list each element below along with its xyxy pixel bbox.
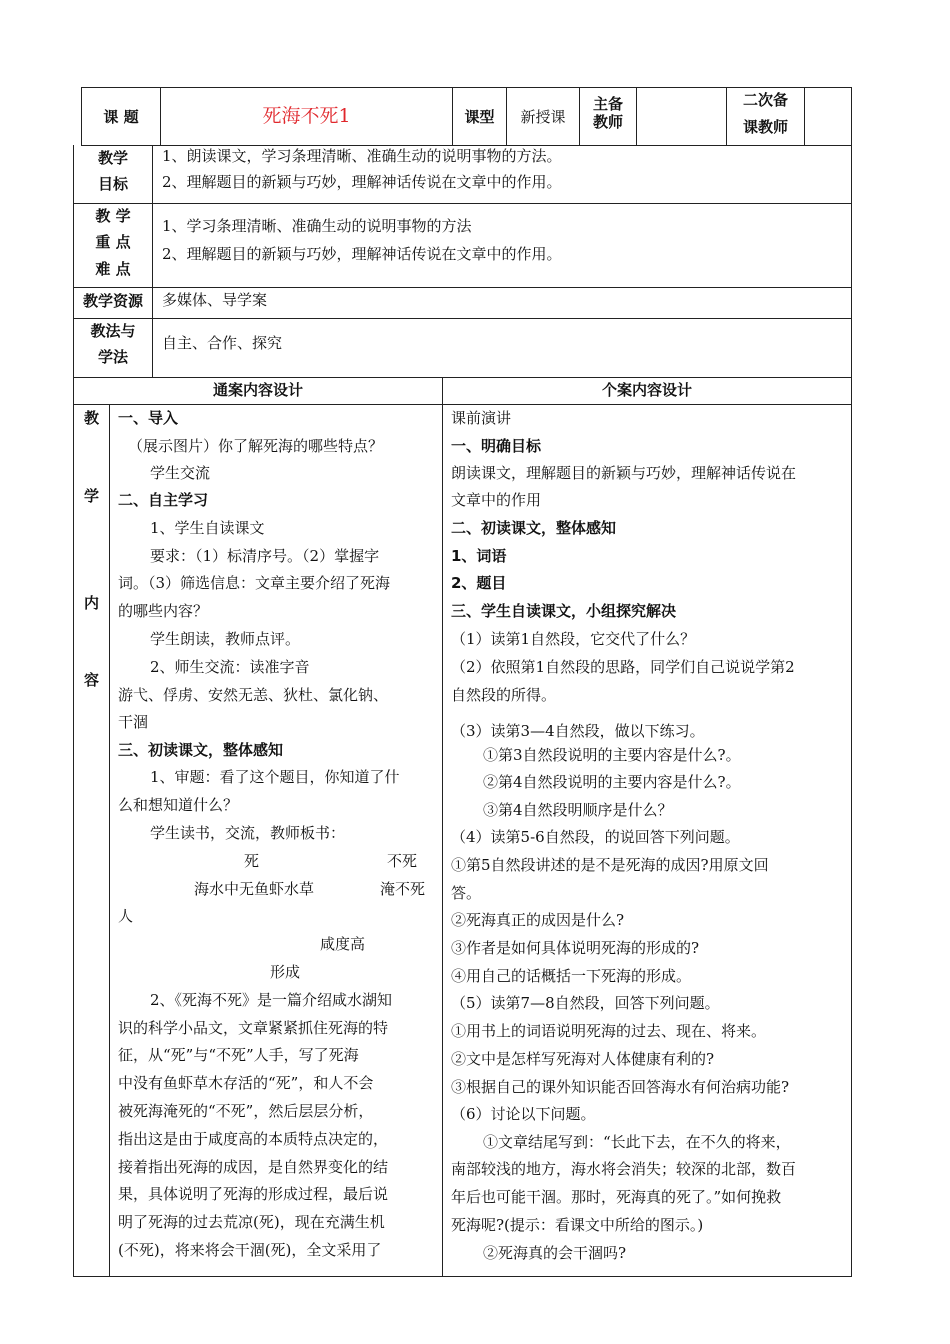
key-item: 1、学习条理清晰、准确生动的说明事物的方法 — [162, 217, 472, 235]
goals-label: 教学 — [97, 149, 128, 167]
left-line: 中没有鱼虾草木存活的“死”，和人不会 — [118, 1074, 374, 1092]
left-line: 学生读书，交流，教师板书： — [150, 824, 346, 842]
board-note: 死 — [244, 852, 260, 870]
left-line: (不死)，将来将会干涸(死)，全文采用了 — [118, 1241, 382, 1259]
right-column-header: 个案内容设计 — [601, 381, 692, 399]
right-line: 一、明确目标 — [451, 437, 542, 455]
key-label: 重 点 — [95, 233, 131, 251]
methods-label: 教法与 — [90, 322, 136, 340]
left-line: 被死海淹死的“不死”，然后层层分析， — [118, 1102, 374, 1120]
left-line: 学生交流 — [150, 464, 211, 482]
right-line: ④用自己的话概括一下死海的形成。 — [451, 967, 692, 985]
left-line: 二、自主学习 — [118, 491, 209, 509]
table-divider — [804, 87, 805, 145]
right-line: 年后也可能干涸。那时，死海真的死了。”如何挽救 — [451, 1188, 782, 1206]
resources-value: 多媒体、导学案 — [162, 291, 268, 309]
main-teacher-label: 主备 — [592, 95, 623, 113]
board-note: 淹不死 — [380, 880, 426, 898]
right-line: 课前演讲 — [451, 409, 512, 427]
table-divider — [152, 145, 153, 377]
board-note: 不死 — [387, 852, 418, 870]
right-line: （5）读第7—8自然段，回答下列问题。 — [451, 994, 720, 1012]
right-line: ③第4自然段明顺序是什么？ — [483, 801, 673, 819]
right-line: （3）读第3—4自然段，做以下练习。 — [451, 722, 705, 740]
right-line: ①用书上的词语说明死海的过去、现在、将来。 — [451, 1022, 767, 1040]
side-label-char: 容 — [83, 671, 99, 689]
right-line: 自然段的所得。 — [451, 686, 557, 704]
left-line: 2、师生交流：读准字音 — [150, 658, 310, 676]
table-divider — [73, 377, 852, 378]
key-label: 难 点 — [95, 260, 131, 278]
left-line: 识的科学小品文，文章紧紧抓住死海的特 — [118, 1019, 389, 1037]
left-line: 1、学生自读课文 — [150, 519, 265, 537]
table-divider — [109, 404, 110, 1277]
left-line: 明了死海的过去荒凉(死)，现在充满生机 — [118, 1213, 385, 1231]
board-note: 咸度高 — [320, 935, 366, 953]
right-line: （2）依照第1自然段的思路，同学们自己说说学第2 — [451, 658, 795, 676]
table-divider — [73, 404, 852, 405]
right-line: 死海呢?(提示：看课文中所给的图示。) — [451, 1216, 704, 1234]
left-line: 干涸 — [118, 713, 149, 731]
right-line: ①第3自然段说明的主要内容是什么?。 — [483, 746, 741, 764]
goal-item: 2、理解题目的新颖与巧妙，理解神话传说在文章中的作用。 — [162, 173, 562, 191]
left-line: 征，从“死”与“不死”人手，写了死海 — [118, 1046, 359, 1064]
right-line: 2、题目 — [451, 574, 507, 592]
main-teacher-label: 教师 — [592, 113, 623, 131]
right-line: ②第4自然段说明的主要内容是什么?。 — [483, 773, 741, 791]
resources-label: 教学资源 — [82, 292, 143, 310]
left-line: 学生朗读，教师点评。 — [150, 630, 301, 648]
side-label-char: 学 — [83, 487, 99, 505]
left-line: 指出这是由于咸度高的本质特点决定的， — [118, 1130, 389, 1148]
left-column-header: 通案内容设计 — [212, 381, 303, 399]
board-note: 形成 — [270, 963, 301, 981]
right-line: 南部较浅的地方，海水将会消失；较深的北部，数百 — [451, 1160, 797, 1178]
goal-item: 1、朗读课文，学习条理清晰、准确生动的说明事物的方法。 — [162, 147, 562, 165]
left-line: 接着指出死海的成因，是自然界变化的结 — [118, 1158, 389, 1176]
right-line: （1）读第1自然段，它交代了什么？ — [451, 630, 696, 648]
second-teacher-label: 课教师 — [742, 118, 788, 136]
board-note: 海水中无鱼虾水草 — [194, 880, 315, 898]
left-line: 2、《死海不死》是一篇介绍咸水湖知 — [150, 991, 393, 1009]
left-line: 么和想知道什么？ — [118, 796, 239, 814]
table-divider — [73, 287, 852, 288]
table-divider — [636, 87, 637, 145]
left-line: 要求：（1）标清序号。（2）掌握字 — [150, 547, 380, 565]
right-line: ①文章结尾写到：“长此下去，在不久的将来， — [483, 1133, 791, 1151]
right-line: ②文中是怎样写死海对人体健康有利的? — [451, 1050, 715, 1068]
board-note: 人 — [118, 907, 134, 925]
right-line: 答。 — [451, 884, 482, 902]
side-label-char: 教 — [83, 409, 99, 427]
right-line: （6）讨论以下问题。 — [451, 1105, 596, 1123]
table-border-right — [851, 87, 852, 1277]
table-border-left — [73, 145, 74, 1277]
second-teacher-label: 二次备 — [742, 91, 788, 109]
side-label-char: 内 — [83, 594, 99, 612]
left-line: 的哪些内容？ — [118, 602, 209, 620]
right-line: 1、词语 — [451, 547, 507, 565]
table-divider — [73, 318, 852, 319]
left-line: （展示图片）你了解死海的哪些特点？ — [128, 437, 384, 455]
table-divider — [73, 203, 852, 204]
left-line: 三、初读课文，整体感知 — [118, 741, 284, 759]
topic-label: 课 题 — [103, 108, 139, 126]
table-border-bottom — [73, 1276, 852, 1277]
left-line: 果，具体说明了死海的形成过程，最后说 — [118, 1185, 389, 1203]
left-line: 一、导入 — [118, 409, 179, 427]
table-border-top — [81, 87, 852, 88]
right-line: ③根据自己的课外知识能否回答海水有何治病功能? — [451, 1078, 790, 1096]
right-line: ②死海真正的成因是什么? — [451, 911, 625, 929]
left-line: 词。（3）筛选信息：文章主要介绍了死海 — [118, 574, 391, 592]
right-line: ①第5自然段讲述的是不是死海的成因?用原文回 — [451, 856, 769, 874]
methods-label: 学法 — [97, 348, 128, 366]
goals-label: 目标 — [97, 175, 128, 193]
type-label: 课型 — [464, 108, 495, 126]
left-line: 1、审题：看了这个题目，你知道了什 — [150, 768, 400, 786]
key-label: 教 学 — [95, 207, 131, 225]
key-item: 2、理解题目的新颖与巧妙，理解神话传说在文章中的作用。 — [162, 245, 562, 263]
right-line: ②死海真的会干涸吗? — [483, 1244, 627, 1262]
right-line: 朗读课文，理解题目的新颖与巧妙，理解神话传说在 — [451, 464, 797, 482]
methods-value: 自主、合作、探究 — [162, 334, 283, 352]
right-line: 二、初读课文，整体感知 — [451, 519, 617, 537]
left-line: 游弋、俘虏、安然无恙、狄杜、氯化钠、 — [118, 686, 389, 704]
right-line: （4）读第5-6自然段，的说回答下列问题。 — [451, 828, 740, 846]
table-divider — [442, 377, 443, 1277]
type-value: 新授课 — [520, 108, 566, 126]
right-line: 文章中的作用 — [451, 491, 542, 509]
page-title: 死海不死1 — [262, 105, 351, 127]
right-line: 三、学生自读课文，小组探究解决 — [451, 602, 677, 620]
right-line: ③作者是如何具体说明死海的形成的? — [451, 939, 700, 957]
